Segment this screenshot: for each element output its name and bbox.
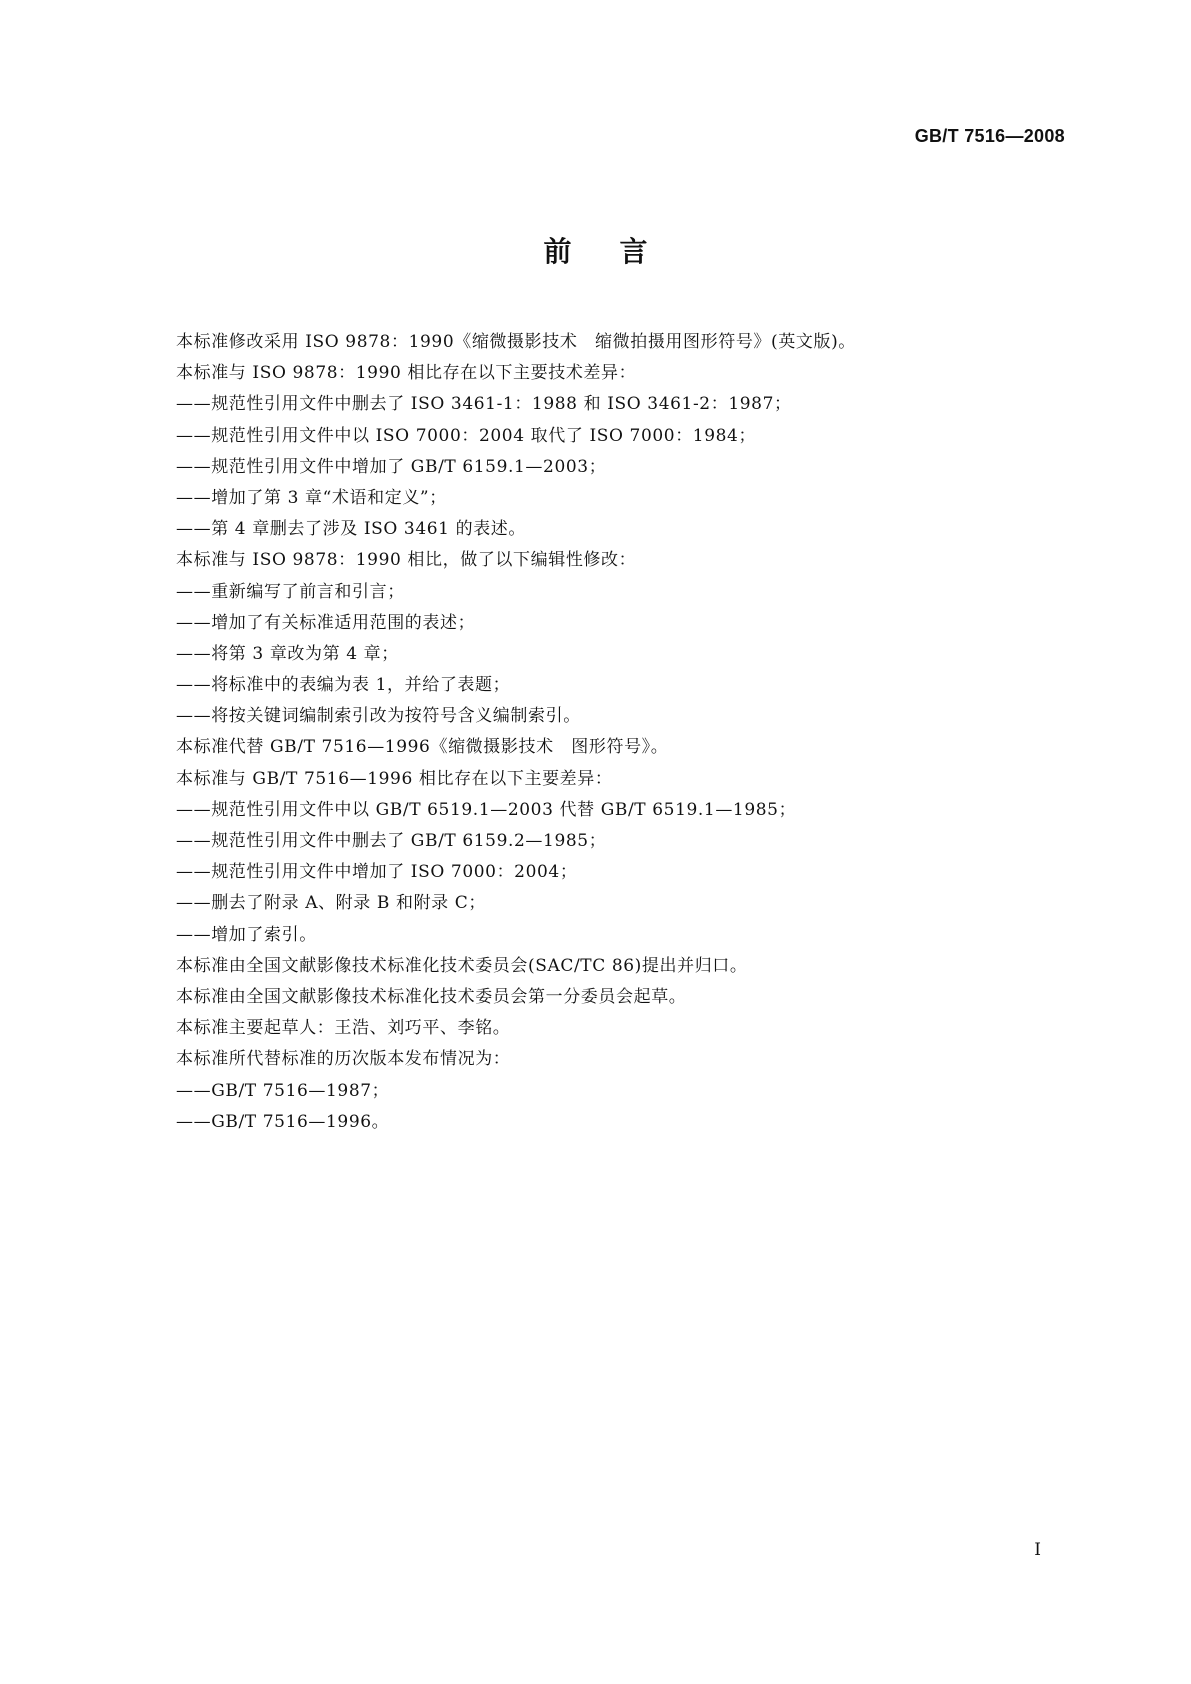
list-item: ——增加了第 3 章“术语和定义”； [176, 487, 447, 508]
list-item: ——GB/T 7516—1987； [176, 1080, 390, 1101]
paragraph-line: 本标准与 ISO 9878：1990 相比存在以下主要技术差异： [176, 363, 637, 384]
page-title: 前言 [543, 235, 696, 268]
paragraph-line: 本标准主要起草人：王浩、刘巧平、李铭。 [176, 1018, 511, 1039]
paragraph-line: 本标准与 GB/T 7516—1996 相比存在以下主要差异： [176, 768, 613, 789]
list-item: ——规范性引用文件中删去了 ISO 3461-1：1988 和 ISO 3461-2：1987； [176, 394, 792, 415]
list-item: ——规范性引用文件中删去了 GB/T 6159.2—1985； [176, 831, 607, 851]
paragraph-line: 本标准所代替标准的历次版本发布情况为： [176, 1049, 511, 1070]
paragraph-line: 本标准代替 GB/T 7516—1996《缩微摄影技术 图形符号》。 [176, 737, 669, 758]
paragraph-line: 本标准由全国文献影像技术标准化技术委员会第一分委员会起草。 [176, 986, 687, 1007]
list-item: ——重新编写了前言和引言； [176, 581, 405, 602]
list-item: ——第 4 章删去了涉及 ISO 3461 的表述。 [176, 519, 526, 540]
list-item: ——将第 3 章改为第 4 章； [176, 643, 399, 664]
list-item: ——GB/T 7516—1996。 [176, 1111, 390, 1132]
paragraph-line: 本标准由全国文献影像技术标准化技术委员会(SAC/TC 86)提出并归口。 [176, 955, 748, 976]
list-item: ——规范性引用文件中以 GB/T 6519.1—2003 代替 GB/T 6519.1—1985； [176, 799, 797, 820]
paragraph-line: 本标准修改采用 ISO 9878：1990《缩微摄影技术 缩微拍摄用图形符号》(英文版)。 [176, 332, 856, 352]
list-item: ——规范性引用文件中增加了 GB/T 6159.1—2003； [176, 456, 607, 477]
list-item: ——增加了索引。 [176, 924, 317, 945]
list-item: ——删去了附录 A、附录 B 和附录 C； [176, 893, 486, 914]
list-item: ——规范性引用文件中以 ISO 7000：2004 取代了 ISO 7000：1984； [176, 425, 757, 446]
list-item: ——增加了有关标准适用范围的表述； [176, 612, 476, 633]
page-number: I [1034, 1540, 1041, 1560]
standard-number: GB/T 7516—2008 [914, 126, 1065, 146]
paragraph-line: 本标准与 ISO 9878：1990 相比，做了以下编辑性修改： [176, 550, 637, 571]
list-item: ——规范性引用文件中增加了 ISO 7000：2004； [176, 862, 578, 883]
list-item: ——将标准中的表编为表 1，并给了表题； [176, 675, 511, 696]
list-item: ——将按关键词编制索引改为按符号含义编制索引。 [176, 706, 581, 727]
foreword-body [176, 327, 1056, 1138]
